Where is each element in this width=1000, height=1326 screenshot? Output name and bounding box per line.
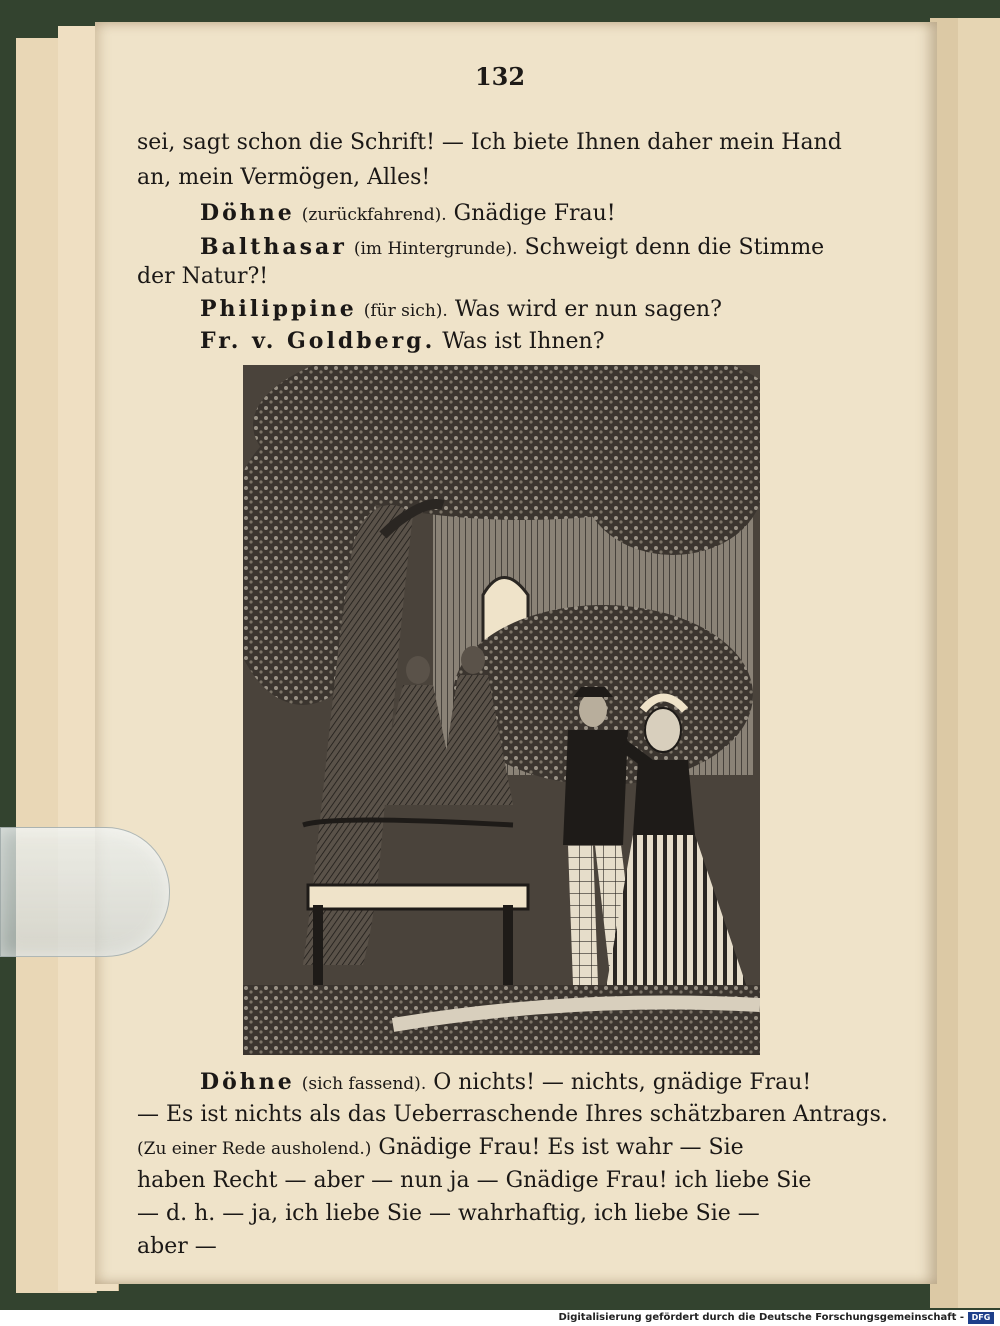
facing-page-edge bbox=[958, 18, 1000, 1308]
speaker-name: Fr. v. Goldberg. bbox=[200, 328, 436, 354]
stage-direction: (im Hintergrunde). bbox=[353, 239, 518, 259]
speech: Schweigt denn die Stimme bbox=[524, 235, 825, 260]
speech: Gnädige Frau! bbox=[453, 201, 616, 226]
engraving-illustration bbox=[243, 365, 760, 1055]
text-line bbox=[137, 1133, 873, 1164]
stage-line bbox=[200, 232, 873, 264]
speech: Gnädige Frau! Es ist wahr — Sie bbox=[378, 1135, 744, 1160]
text-line: — d. h. — ja, ich liebe Sie — wahrhaftig, ich liebe Sie — bbox=[137, 1201, 760, 1226]
stage-direction: (für sich). bbox=[363, 301, 448, 321]
stage-direction: (Zu einer Rede ausholend.) bbox=[137, 1139, 372, 1159]
speaker-name: Döhne bbox=[200, 1069, 295, 1095]
stage-line bbox=[200, 294, 873, 326]
text-line: der Natur?! bbox=[137, 264, 269, 289]
stage-direction: (sich fassend). bbox=[301, 1074, 427, 1094]
speech: O nichts! — nichts, gnädige Frau! bbox=[433, 1070, 812, 1095]
text-line: an, mein Vermögen, Alles! bbox=[137, 165, 431, 190]
text-line: aber — bbox=[137, 1234, 217, 1259]
speaker-name: Döhne bbox=[200, 200, 295, 226]
text-line: — Es ist nichts als das Ueberraschende Ihres schätzbaren Antrags. bbox=[137, 1102, 888, 1127]
stage-line bbox=[200, 198, 873, 230]
speaker-name: Philippine bbox=[200, 296, 357, 322]
speech: Was wird er nun sagen? bbox=[454, 297, 722, 322]
stage-direction: (zurückfahrend). bbox=[301, 205, 447, 225]
page-clip-marker bbox=[0, 827, 170, 957]
speech: Was ist Ihnen? bbox=[442, 329, 605, 354]
footer-credit: Digitalisierung gefördert durch die Deutsche Forschungsgemeinschaft - bbox=[558, 1312, 964, 1323]
text-line: sei, sagt schon die Schrift! — Ich biete Ihnen daher mein Hand bbox=[137, 130, 842, 155]
page-number: 132 bbox=[474, 62, 526, 91]
dfg-logo: DFG bbox=[968, 1312, 994, 1324]
speaker-name: Balthasar bbox=[200, 234, 347, 260]
stage-line bbox=[200, 326, 873, 357]
stage-line bbox=[200, 1067, 873, 1099]
text-line: haben Recht — aber — nun ja — Gnädige Frau! ich liebe Sie bbox=[137, 1168, 812, 1193]
